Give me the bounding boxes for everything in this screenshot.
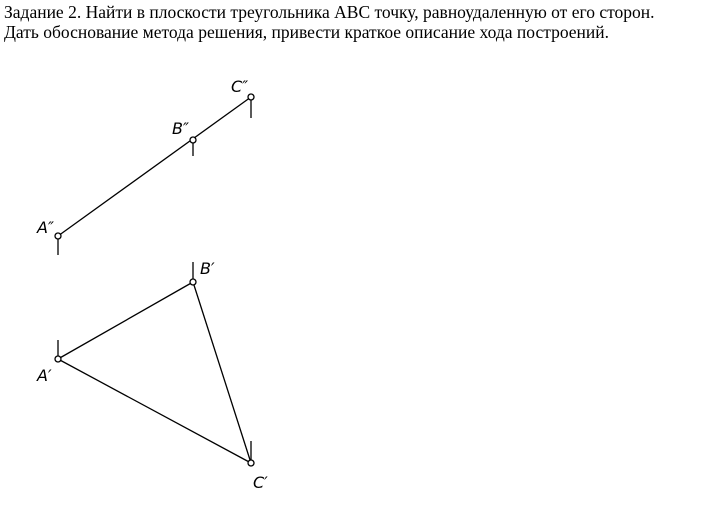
frontal-point-a [55, 233, 61, 239]
frontal-point-c [248, 94, 254, 100]
frontal-point-b [190, 137, 196, 143]
frontal-label-c: C″ [231, 77, 249, 96]
horizontal-projection [55, 262, 254, 466]
frontal-label-a: A″ [37, 218, 54, 237]
frontal-projection [55, 94, 254, 255]
frontal-line-a-c [58, 97, 251, 236]
task-statement-line-2: Дать обоснование метода решения, привести краткое описание хода построений. [4, 22, 610, 42]
horizontal-label-c: C′ [253, 473, 268, 492]
task-statement-line-1: Задание 2. Найти в плоскости треугольника ABC точку, равноудаленную от его сторон. [4, 2, 655, 22]
horizontal-point-c [248, 460, 254, 466]
horizontal-point-a [55, 356, 61, 362]
horizontal-label-b: B′ [200, 259, 215, 278]
frontal-label-b: B″ [172, 119, 189, 138]
horizontal-point-b [190, 279, 196, 285]
horizontal-label-a: A′ [37, 366, 52, 385]
horizontal-side-a-b [58, 282, 193, 359]
